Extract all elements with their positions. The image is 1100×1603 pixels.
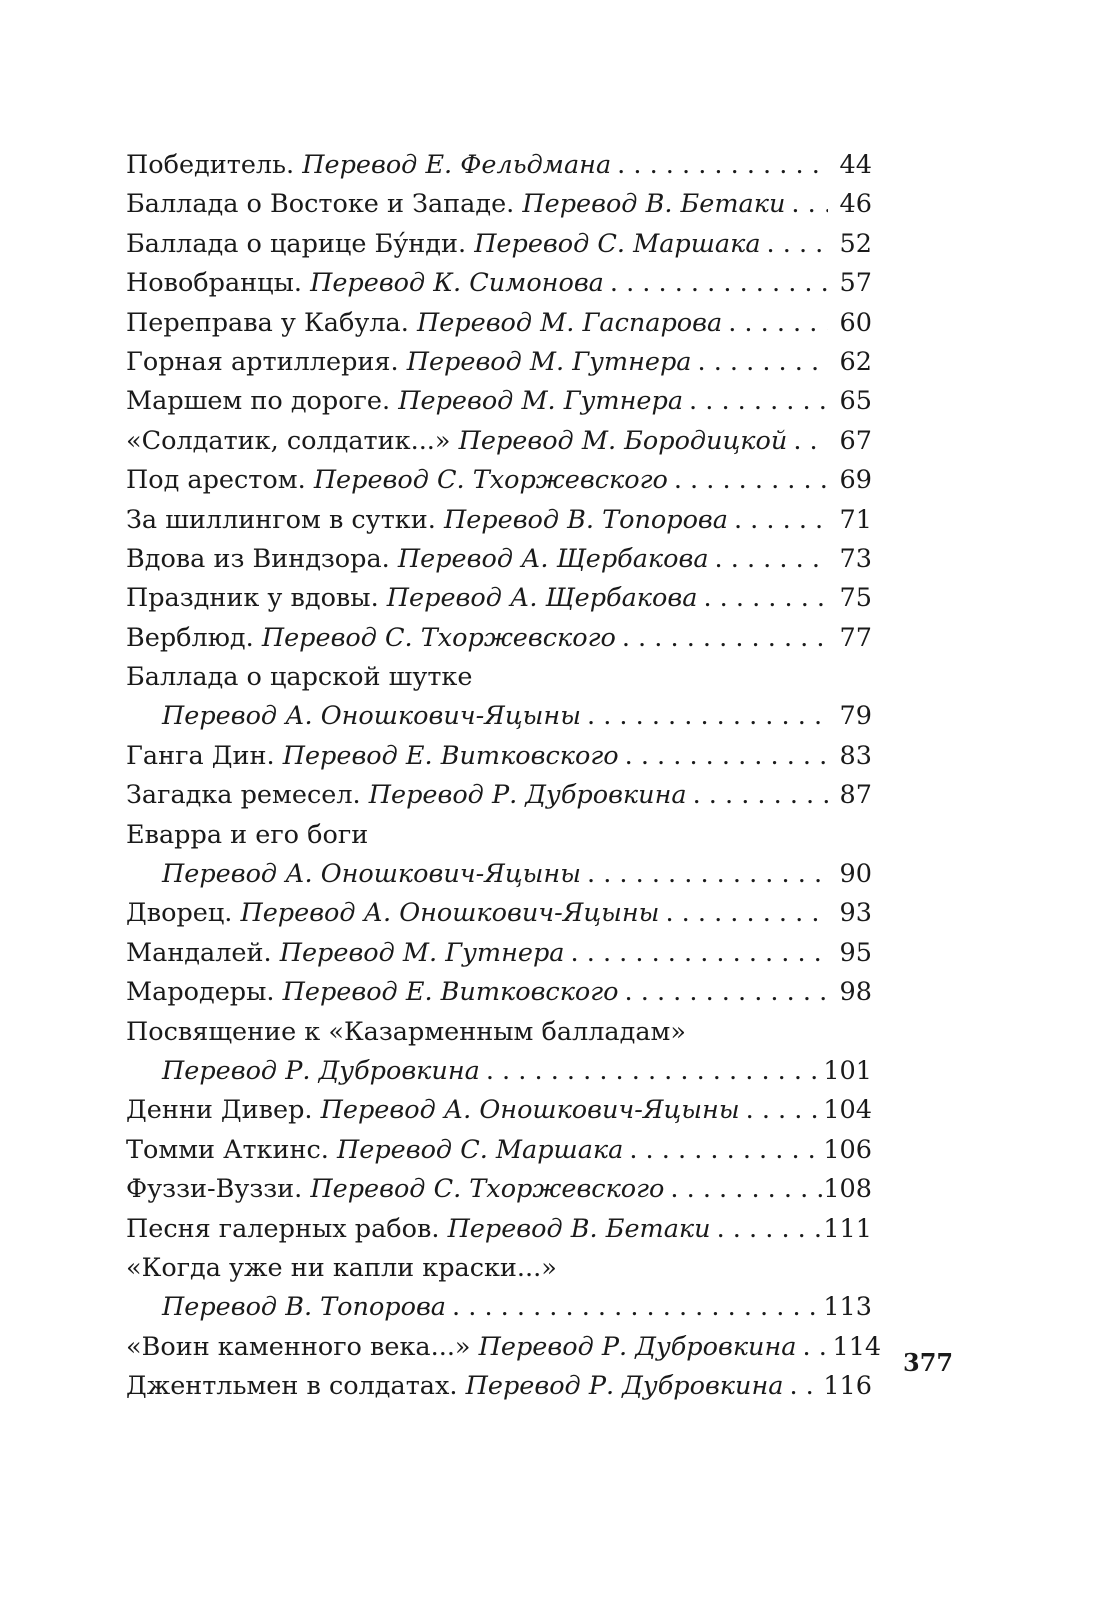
- dot-leader: [787, 422, 828, 461]
- toc-page-number: 98: [839, 977, 872, 1008]
- toc-title: Новобранцы.: [126, 268, 302, 299]
- toc-entry: [126, 579, 872, 618]
- toc-entry: [126, 894, 872, 933]
- toc-translator: Перевод М. Бородицкой: [458, 425, 788, 456]
- toc-page-number: 44: [839, 150, 872, 180]
- toc-title: Песня галерных рабов.: [126, 1213, 440, 1244]
- toc-page-number: 113: [823, 1292, 872, 1323]
- toc-entry: [126, 1131, 872, 1170]
- toc-translator: Перевод Е. Витковского: [282, 740, 619, 771]
- dot-leader: [785, 185, 828, 224]
- dot-leader: [692, 343, 829, 382]
- toc-page-number: 111: [823, 1213, 872, 1244]
- toc-translator: Перевод В. Топорова: [162, 1292, 447, 1323]
- dot-leader: [761, 225, 828, 264]
- dot-leader: [687, 776, 828, 815]
- dot-leader: [604, 264, 828, 303]
- dot-leader: [565, 934, 828, 973]
- toc-translator: Перевод М. Гутнера: [279, 937, 565, 968]
- toc-page-number: 57: [839, 268, 872, 299]
- toc-entry: [126, 540, 872, 579]
- dot-leader: [697, 579, 828, 618]
- toc-page-number: 79: [839, 701, 872, 732]
- dot-leader: [619, 973, 828, 1012]
- dot-leader: [728, 501, 828, 540]
- toc-page-number: 87: [839, 780, 872, 811]
- dot-leader: [668, 461, 828, 500]
- toc-entry: [126, 1170, 872, 1209]
- toc-title: Дворец.: [126, 898, 233, 929]
- toc-translator: Перевод М. Гутнера: [398, 386, 684, 417]
- dot-leader: [722, 304, 828, 343]
- toc-title: Вдова из Виндзора.: [126, 543, 390, 574]
- toc-page-number: 106: [823, 1134, 872, 1165]
- toc-translator: Перевод В. Топорова: [443, 504, 728, 535]
- toc-title: Фуззи-Вуззи.: [126, 1174, 303, 1205]
- dot-leader: [740, 1091, 824, 1130]
- toc-page-number: 52: [839, 228, 872, 259]
- toc-page-number: 90: [839, 859, 872, 890]
- toc-entry: [126, 422, 872, 461]
- toc-page-number: 83: [839, 740, 872, 771]
- toc-page-number: 114: [832, 1331, 882, 1362]
- toc-translator: Перевод А. Оношкович-Яцыны: [320, 1095, 740, 1126]
- toc-page-number: 60: [839, 307, 872, 338]
- toc-entry: [126, 776, 872, 815]
- toc-entry: [126, 343, 872, 382]
- toc-entry: [126, 737, 872, 776]
- toc-entry: [126, 501, 872, 540]
- toc-entry: [126, 264, 872, 303]
- toc-page-number: 67: [839, 425, 872, 456]
- toc-page-number: 101: [823, 1055, 872, 1086]
- dot-leader: [581, 855, 828, 894]
- toc-entry: [126, 146, 872, 185]
- toc-page-number: 75: [839, 583, 872, 614]
- toc-entry: [126, 461, 872, 500]
- toc-title: «Когда уже ни капли краски...»: [126, 1252, 557, 1283]
- toc-translator: Перевод С. Тхоржевского: [261, 622, 616, 653]
- dot-leader: [664, 1170, 823, 1209]
- dot-leader: [446, 1288, 823, 1327]
- toc-title: Горная артиллерия.: [126, 346, 399, 377]
- toc-page-number: 69: [839, 465, 872, 496]
- toc-entry: [126, 816, 872, 895]
- toc-entry: [126, 973, 872, 1012]
- toc-translator: Перевод А. Оношкович-Яцыны: [240, 898, 660, 929]
- toc-translator: Перевод А. Щербакова: [397, 543, 709, 574]
- dot-leader: [616, 619, 828, 658]
- toc-translator: Перевод А. Оношкович-Яцыны: [162, 701, 581, 732]
- toc-entry: [126, 1249, 872, 1328]
- toc-translator: Перевод Е. Фельдмана: [302, 150, 612, 180]
- toc-title: Мародеры.: [126, 977, 275, 1008]
- toc-translator: Перевод М. Гутнера: [406, 346, 692, 377]
- toc-page-number: 116: [823, 1371, 872, 1402]
- dot-leader: [611, 146, 828, 185]
- toc-translator: Перевод С. Тхоржевского: [310, 1174, 665, 1205]
- toc-entry: [126, 619, 872, 658]
- page-number: 377: [903, 1348, 954, 1377]
- table-of-contents: [126, 146, 882, 1407]
- toc-title: Посвящение к «Казарменным балладам»: [126, 1016, 686, 1047]
- toc-title: Победитель.: [126, 150, 295, 180]
- dot-leader: [709, 540, 828, 579]
- toc-translator: Перевод К. Симонова: [310, 268, 604, 299]
- toc-entry: [126, 1210, 872, 1249]
- toc-translator: Перевод Р. Дубровкина: [368, 780, 687, 811]
- toc-translator: Перевод Р. Дубровкина: [465, 1371, 784, 1402]
- toc-title: Под арестом.: [126, 465, 306, 496]
- toc-translator: Перевод А. Оношкович-Яцыны: [162, 859, 581, 890]
- toc-entry: [126, 1367, 872, 1406]
- toc-title: Денни Дивер.: [126, 1095, 313, 1126]
- dot-leader: [796, 1328, 832, 1367]
- toc-translator: Перевод С. Маршака: [474, 228, 761, 259]
- toc-page-number: 95: [839, 937, 872, 968]
- toc-title: Маршем по дороге.: [126, 386, 391, 417]
- toc-entry: [126, 1013, 872, 1092]
- toc-entry: [126, 934, 872, 973]
- toc-page-number: 93: [839, 898, 872, 929]
- toc-title: Баллада о царице Бу́нди.: [126, 228, 467, 259]
- toc-page-number: 62: [839, 346, 872, 377]
- dot-leader: [659, 894, 828, 933]
- toc-title: Мандалей.: [126, 937, 272, 968]
- toc-title: «Солдатик, солдатик...»: [126, 425, 451, 456]
- toc-page-number: 77: [839, 622, 872, 653]
- toc-title: «Воин каменного века...»: [126, 1331, 471, 1362]
- toc-entry: [126, 185, 872, 224]
- toc-translator: Перевод Р. Дубровкина: [478, 1331, 797, 1362]
- toc-title: Переправа у Кабула.: [126, 307, 409, 338]
- dot-leader: [783, 1367, 823, 1406]
- toc-entry: [126, 658, 872, 737]
- toc-page-number: 71: [839, 504, 872, 535]
- toc-page-number: 73: [839, 543, 872, 574]
- toc-page-number: 108: [823, 1174, 872, 1205]
- dot-leader: [480, 1052, 823, 1091]
- toc-translator: Перевод М. Гаспарова: [416, 307, 723, 338]
- dot-leader: [623, 1131, 823, 1170]
- toc-title: Баллада о царской шутке: [126, 662, 473, 693]
- toc-translator: Перевод В. Бетаки: [522, 189, 786, 220]
- toc-translator: Перевод Е. Витковского: [282, 977, 619, 1008]
- toc-page-number: 65: [839, 386, 872, 417]
- toc-translator: Перевод С. Маршака: [336, 1134, 624, 1165]
- dot-leader: [581, 697, 828, 736]
- toc-title: Баллада о Востоке и Западе.: [126, 189, 515, 220]
- toc-translator: Перевод В. Бетаки: [447, 1213, 711, 1244]
- toc-entry: [126, 1091, 872, 1130]
- toc-title: Томми Аткинс.: [126, 1134, 329, 1165]
- toc-title: Джентльмен в солдатах.: [126, 1371, 458, 1402]
- dot-leader: [683, 382, 828, 421]
- toc-title: За шиллингом в сутки.: [126, 504, 436, 535]
- toc-translator: Перевод А. Щербакова: [386, 583, 698, 614]
- toc-title: Еварра и его боги: [126, 819, 369, 850]
- toc-translator: Перевод С. Тхоржевского: [313, 465, 668, 496]
- toc-entry: [126, 304, 872, 343]
- toc-title: Ганга Дин.: [126, 740, 275, 771]
- toc-title: Загадка ремесел.: [126, 780, 361, 811]
- toc-title: Верблюд.: [126, 622, 254, 653]
- toc-page-number: 46: [839, 189, 872, 220]
- toc-title: Праздник у вдовы.: [126, 583, 379, 614]
- toc-entry: [126, 225, 872, 264]
- toc-translator: Перевод Р. Дубровкина: [162, 1055, 480, 1086]
- toc-entry: [126, 1328, 882, 1367]
- toc-page-number: 104: [823, 1095, 872, 1126]
- dot-leader: [619, 737, 828, 776]
- dot-leader: [711, 1210, 824, 1249]
- toc-entry: [126, 382, 872, 421]
